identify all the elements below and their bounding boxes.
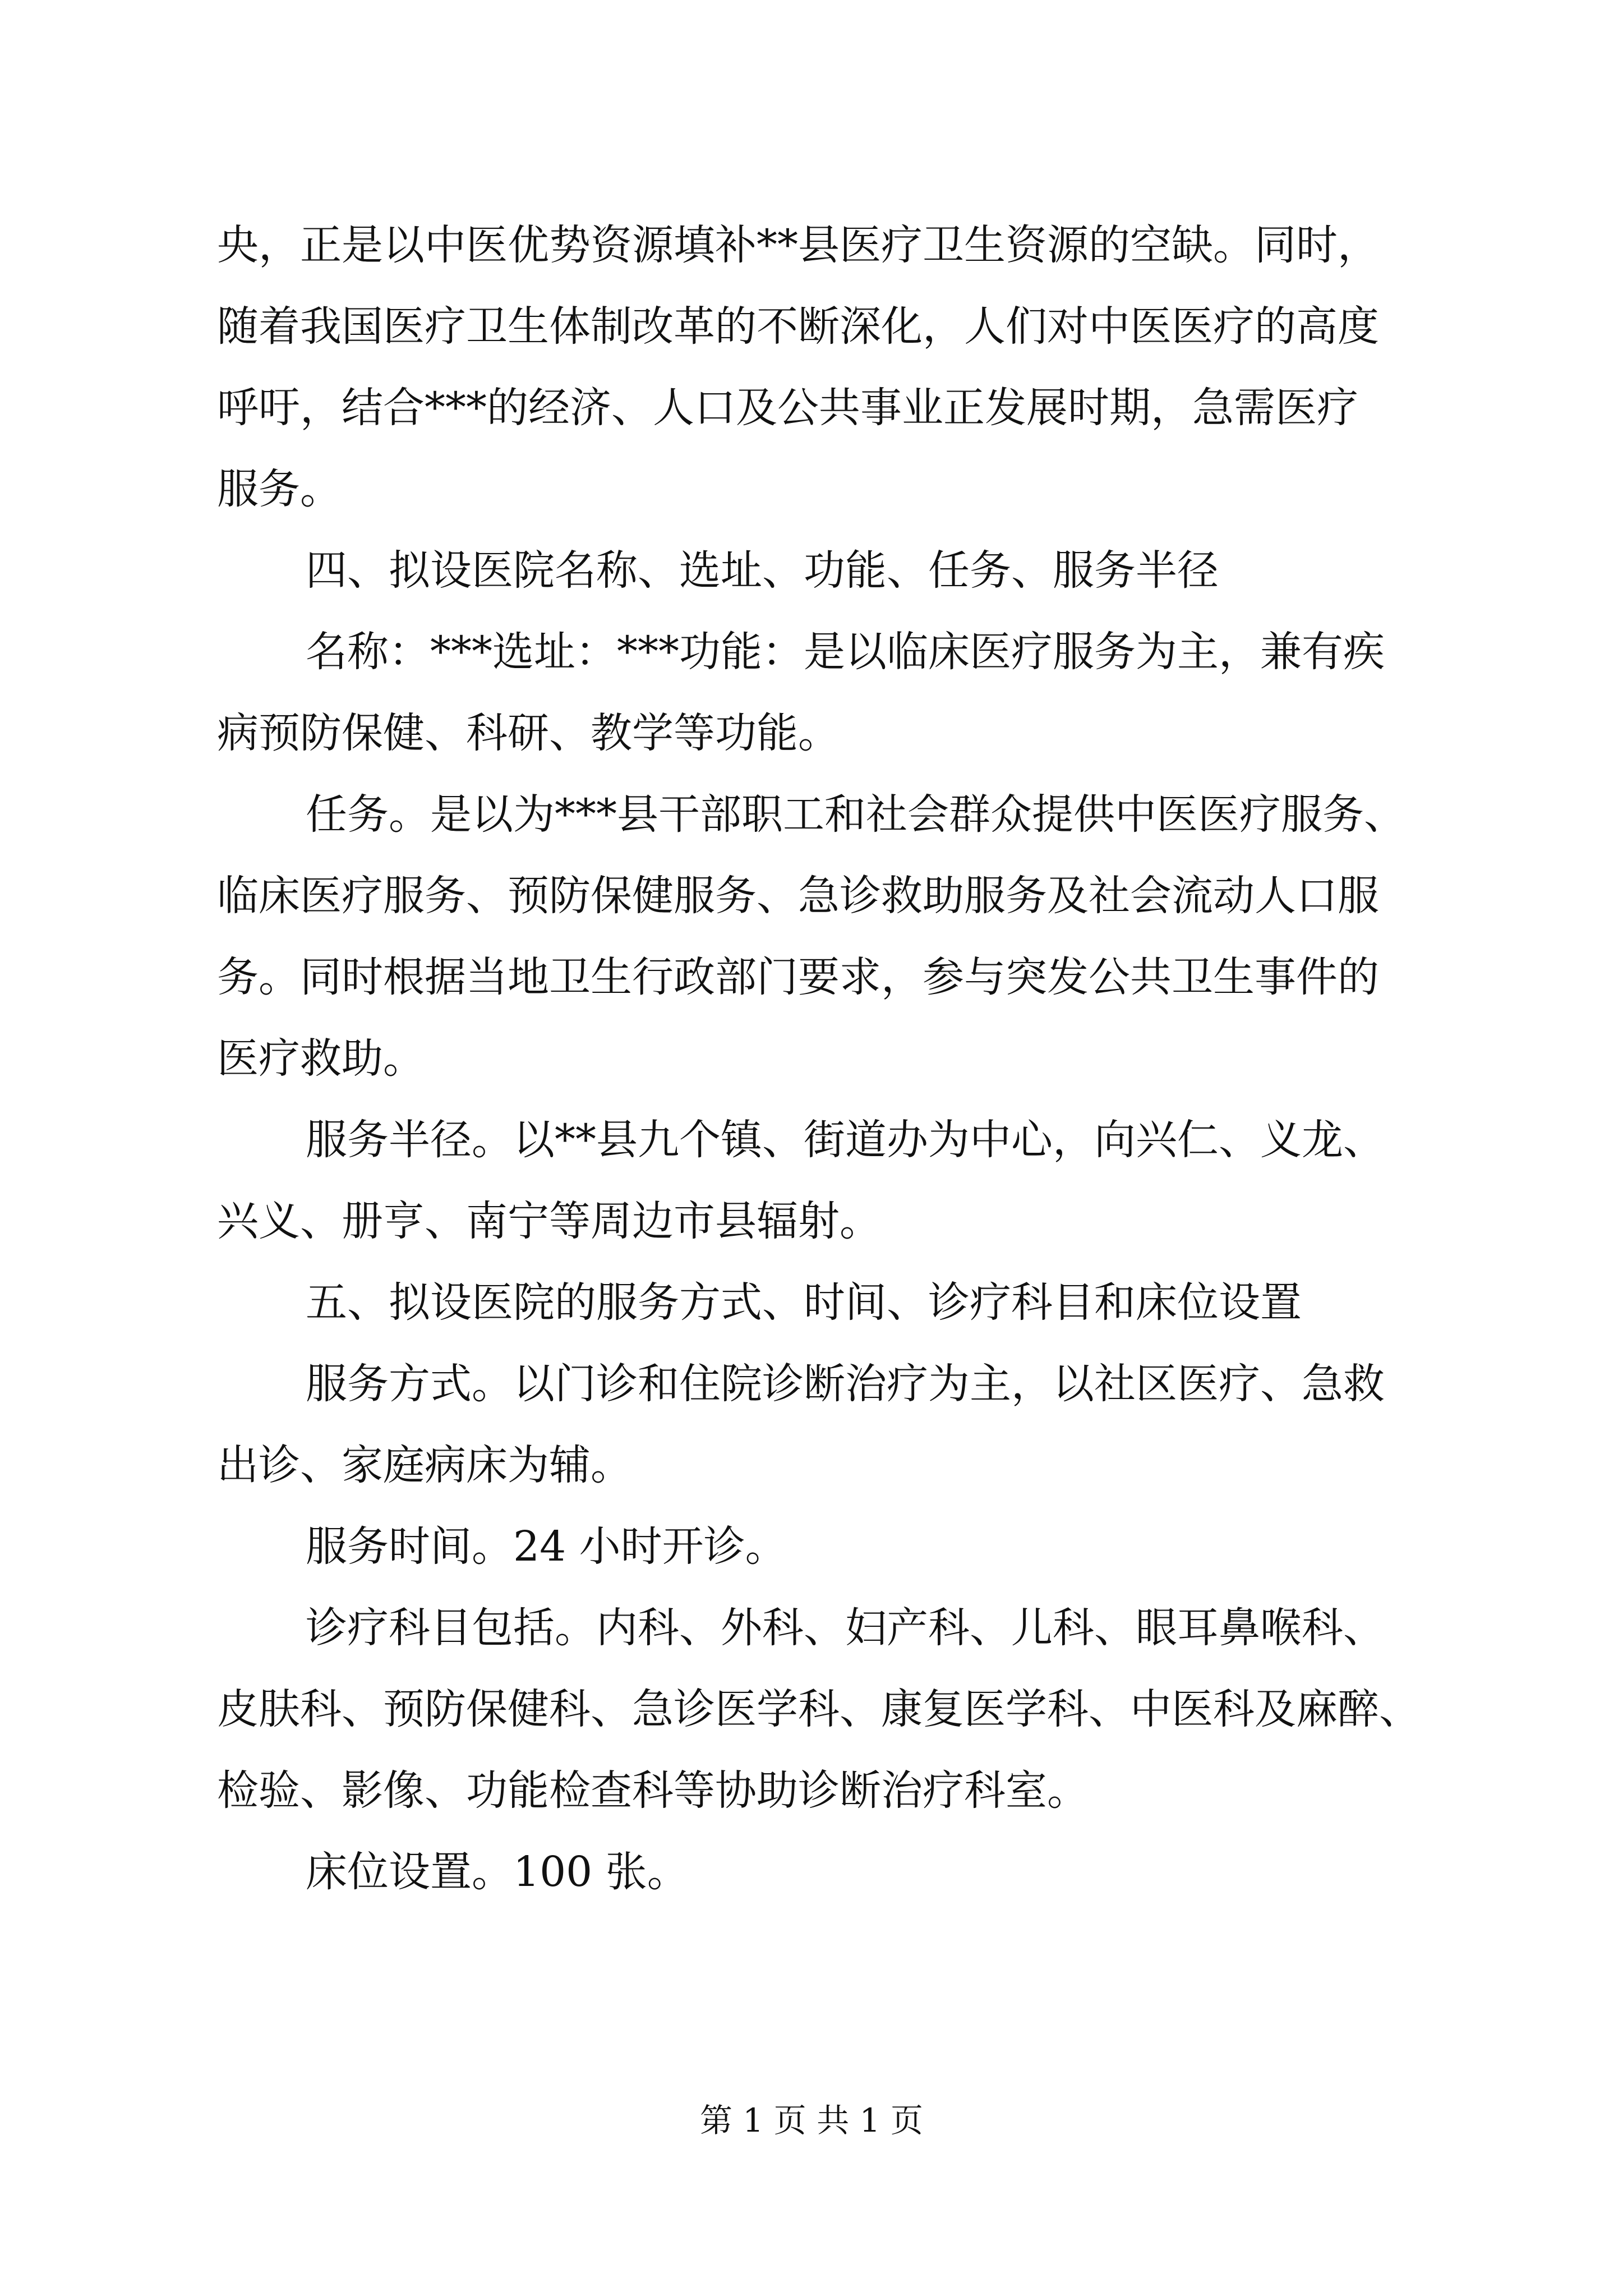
text-line: 医疗救助。 — [217, 1034, 425, 1083]
text-line: 央，正是以中医优势资源填补**县医疗卫生资源的空缺。同时， — [217, 221, 1379, 269]
text-line: 服务方式。以门诊和住院诊断治疗为主，以社区医疗、急救 — [306, 1360, 1385, 1408]
text-line: 病预防保健、科研、教学等功能。 — [217, 709, 840, 757]
text-line: 皮肤科、预防保健科、急诊医学科、康复医学科、中医科及麻醉、 — [217, 1685, 1421, 1733]
text-line: 服务。 — [217, 465, 342, 513]
text-line: 务。同时根据当地卫生行政部门要求，参与突发公共卫生事件的 — [217, 953, 1379, 1001]
text-line: 任务。是以为***县干部职工和社会群众提供中医医疗服务、 — [306, 790, 1405, 839]
text-line: 服务时间。24 小时开诊。 — [306, 1522, 787, 1571]
text-line: 兴义、册亨、南宁等周边市县辐射。 — [217, 1197, 881, 1245]
text-line: 随着我国医疗卫生体制改革的不断深化，人们对中医医疗的高度 — [217, 302, 1379, 351]
text-line: 五、拟设医院的服务方式、时间、诊疗科目和床位设置 — [306, 1278, 1302, 1327]
text-line: 四、拟设医院名称、选址、功能、任务、服务半径 — [306, 546, 1219, 595]
text-line: 出诊、家庭病床为辅。 — [217, 1441, 632, 1489]
text-line: 呼吁，结合***的经济、人口及公共事业正发展时期，急需医疗 — [217, 384, 1358, 432]
text-line: 服务半径。以**县九个镇、街道办为中心，向兴仁、义龙、 — [306, 1116, 1385, 1164]
page-number-footer: 第 1 页 共 1 页 — [700, 2101, 923, 2139]
text-line: 名称：***选址：***功能：是以临床医疗服务为主，兼有疾 — [306, 628, 1385, 676]
text-line: 床位设置。100 张。 — [306, 1848, 689, 1896]
text-line: 诊疗科目包括。内科、外科、妇产科、儿科、眼耳鼻喉科、 — [306, 1604, 1385, 1652]
text-line: 检验、影像、功能检查科等协助诊断治疗科室。 — [217, 1766, 1089, 1815]
text-line: 临床医疗服务、预防保健服务、急诊救助服务及社会流动人口服 — [217, 872, 1379, 920]
document-body — [0, 214, 1623, 2065]
